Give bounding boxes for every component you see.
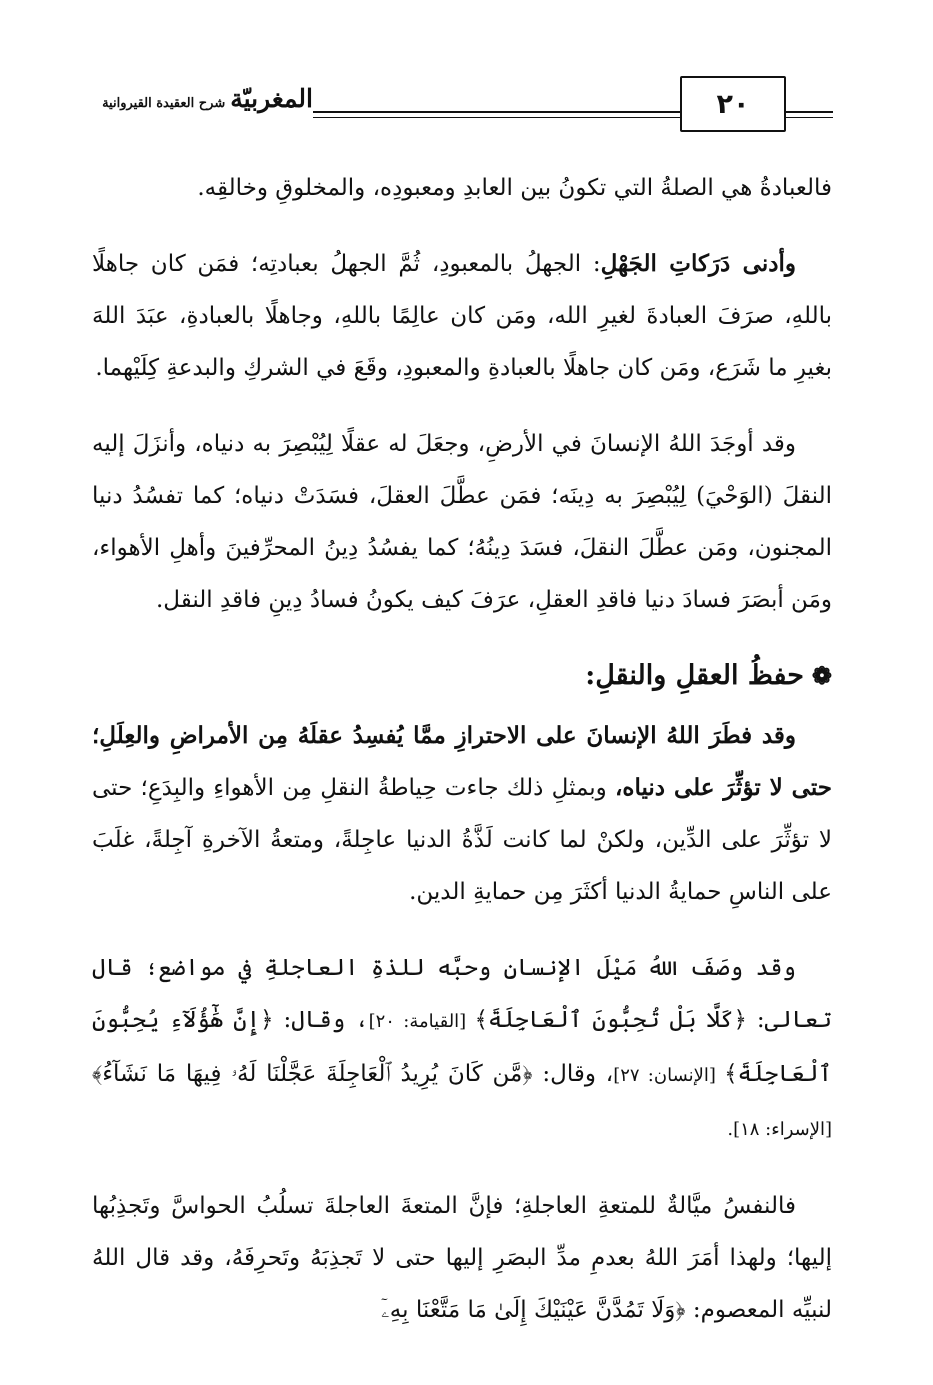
paragraph-text: فالنفسُ ميَّالةٌ للمتعةِ العاجلةِ؛ فإنَّ المتعةَ العاجلةَ تسلُبُ الحواسَّ وتَجذِبُها إليها؛ ولهذا أمَرَ اللهُ بعدمِ مدِّ البصَرِ إليها حتى لا تَجذِبَهُ وتَحرِفَهُ، وقد قال اللهُ لنبيِّه المعصوم: (92, 1193, 832, 1323)
paragraph (92, 1180, 832, 1336)
page-number: ٢٠ (716, 88, 750, 120)
book-title: المغربيّة (230, 84, 313, 113)
page-header (88, 70, 833, 130)
book-subtitle: شرح العقيدة القيروانية (102, 96, 226, 111)
paragraph-text: وبمثلِ ذلك جاءت حِياطةُ النقلِ مِن الأهواءِ والبِدَعِ؛ حتى لا تؤثِّرَ على الدِّين، ولكنْ لما كانت لَذَّةُ الدنيا عاجِلةً، ومتعةُ الآخرةِ آجِلةً، غلَبَ على الناسِ حمايةُ الدنيا أكثَرَ مِن حمايةِ الدين. (92, 775, 832, 905)
verse-reference: [الإسراء: ١٨]. (727, 1119, 832, 1140)
quran-verse: ﴿وَلَا تَمُدَّنَّ عَيْنَيْكَ إِلَىٰ مَا مَتَّعْنَا بِهِۦٓ (381, 1297, 686, 1323)
running-title (88, 84, 313, 118)
bold-lead: وأدنى دَرَكاتِ الجَهْلِ (600, 250, 796, 277)
paragraph-text: ، وقال: (273, 1007, 369, 1033)
paragraph-text: : الجهلُ بالمعبودِ، ثُمَّ الجهلُ بعبادتِه؛ فمَن كان جاهلًا باللهِ، صرَفَ العبادةَ لغيرِ الله، ومَن كان عالِمًا باللهِ، وجاهلًا بالعبادةِ، عبَدَ اللهَ بغيرِ ما شَرَع، ومَن كان جاهلًا بالعبادةِ والمعبودِ، وقَعَ في الشركِ والبدعةِ كِلَيْهما. (92, 251, 832, 381)
bold-text: وقد فطَرَ اللهُ الإنسانَ على الاحترازِ ممَّا يُفسِدُ عقلَهُ مِن الأمراضِ والعِلَلِ؛ حتى لا تؤثِّرَ على دنياه، (92, 722, 832, 801)
section-heading-text: حفظُ العقلِ والنقلِ: (585, 660, 804, 691)
verse-reference: [القيامة: ٢٠] (368, 1011, 475, 1032)
paragraph (92, 238, 832, 394)
flower-icon: ❁ (811, 661, 832, 690)
page-number-box (680, 76, 786, 132)
paragraph-text: ، وقال: (532, 1061, 614, 1087)
page-body (92, 162, 832, 1360)
paragraph (92, 942, 832, 1156)
paragraph-text: وقد وصَفَ اللهُ مَيْلَ الإنسانِ وحبَّه للذةِ العاجلةِ في مواضع؛ قال تعالى: (92, 955, 832, 1033)
section-heading (92, 650, 832, 702)
paragraph-text: فالعبادةُ هي الصلةُ التي تكونُ بين العابدِ ومعبودِه، والمخلوقِ وخالقِه. (197, 175, 832, 201)
paragraph (92, 418, 832, 626)
quran-verse: ﴿إِنَّ هَٰٓؤُلَآءِ يُحِبُّونَ ٱلْعَاجِلَةَ﴾ (92, 1007, 832, 1087)
verse-reference: [الإنسان: ٢٧] (613, 1065, 725, 1086)
quran-verse: ﴿مَّن كَانَ يُرِيدُ ٱلْعَاجِلَةَ عَجَّلْنَا لَهُۥ فِيهَا مَا نَشَآءُ﴾ (92, 1061, 533, 1087)
paragraph-text: وقد أوجَدَ اللهُ الإنسانَ في الأرضِ، وجعَلَ له عقلًا لِيُبْصِرَ به دنياه، وأنزَلَ إليه النقلَ (الوَحْيَ) لِيُبْصِرَ به دِينَه؛ فمَن عطَّلَ العقلَ، فسَدَتْ دنياه؛ كما تفسُدُ دنيا المجنون، ومَن عطَّلَ النقلَ، فسَدَ دِينُهُ؛ كما يفسُدُ دِينُ المحرِّفينَ وأهلِ الأهواء، ومَن أبصَرَ فسادَ دنيا فاقدِ العقلِ، عرَفَ كيف يكونُ فسادُ دِينِ فاقدِ النقل. (92, 431, 832, 613)
paragraph (92, 710, 832, 918)
quran-verse: ﴿كَلَّا بَلْ تُحِبُّونَ ٱلْعَاجِلَةَ﴾ (474, 1007, 747, 1033)
paragraph (92, 162, 832, 214)
